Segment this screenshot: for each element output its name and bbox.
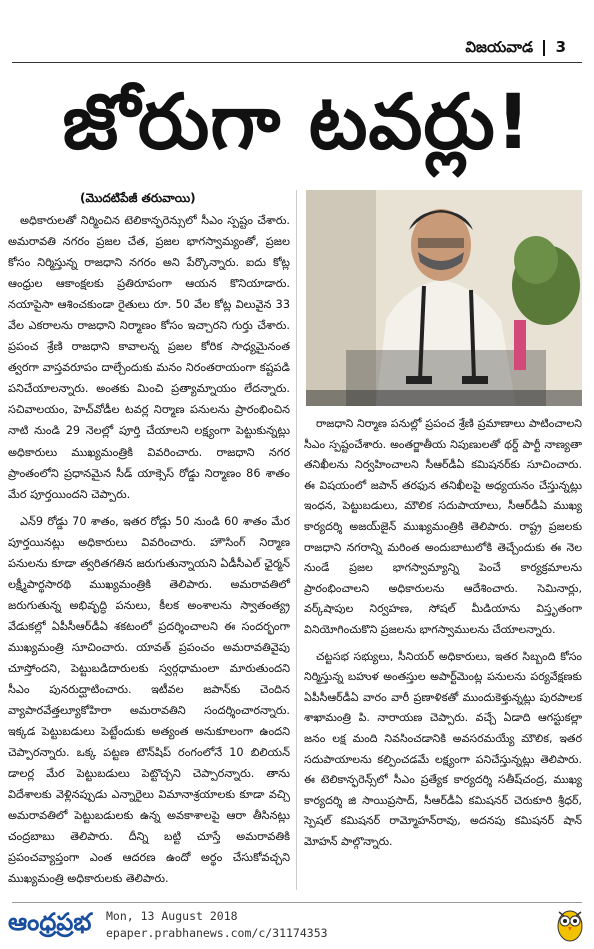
newspaper-logo: ఆంధ్రప్రభ bbox=[8, 908, 92, 936]
right-paragraph-1: రాజధాని నిర్మాణ పనుల్లో ప్రపంచ శ్రేణి ప్రమాణాలు పాటించాలని సీఎం స్పష్టంచేశారు. అంతర్జాతీయ నిపుణులతో థర్డ్‌ పార్టీ నాణ్యతా తనిఖీలను నిర్వహించాలని సీఆర్‌డీఏ కమిషనర్‌కు సూచించారు. ఈ విషయంలో జపాన్‌ తరఫున తనిఖీలపై అధ్యయనం చేస్తున్నట్లు ఇంధన, పెట్టుబడులు, మౌలిక సదుపాయాలు, సీఆర్‌డీఏ ముఖ్య కార్యదర్శి అజయ్‌జైన్‌ ముఖ్యమంత్రికి తెలిపారు. రాష్ట్ర ప్రజలకు రాజధాని నగరాన్ని మరింత అందుబాటులోకి తెచ్చేందుకు ఈ నెల నుండే ప్రజల భాగస్వామ్యాన్ని పెంచే కార్యక్రమాలను ప్రారంభించాలని అధికారులను ఆదేశించారు. సెమినార్లు, వర్క్‌షాపుల నిర్వహణ, సోషల్‌ మీడియాను విస్తృతంగా వినియోగించుకొని ప్రజలను భాగస్వాములను చేయాలన్నారు. bbox=[304, 417, 582, 636]
right-column bbox=[304, 414, 582, 858]
footer-rule bbox=[12, 902, 582, 903]
epaper-url[interactable]: epaper.prabhanews.com/c/31174353 bbox=[106, 926, 328, 940]
chief-minister-photo bbox=[306, 190, 582, 406]
left-paragraph-1: అధికారులతో నిర్మించిన టెలికాన్ఫరెన్సులో సీఎం స్పష్టం చేశారు. అమరావతి నగరం ప్రజల చేత, ప్రజల భాగస్వామ్యంతో, ప్రజల కోసం నిర్మిస్తున్న రాజధాని నగరం అని పేర్కొన్నారు. ఐదు కోట్ల ఆంధ్రుల ఆకాంక్షలకు ప్రతిరూపంగా ఆయన కొనియాడారు. నయాపైసా ఆశించకుండా రైతులు రూ. 50 వేల కోట్ల విలువైన 33 వేల ఎకరాలను రాజధాని నిర్మాణం కోసం ఇచ్చారని గుర్తు చేశారు. ప్రపంచ శ్రేణి రాజధాని కావాలన్న ప్రజల కోరిక సాధ్యమైనంత త్వరగా వాస్తవరూపం దాల్చేందుకు మనం నిరంతరాయంగా కష్టపడి పనిచేయాలన్నారు. అంతకు మించి ప్రత్యామ్నాయం లేదన్నారు. సచివాలయం, హెచ్‌వోడీల టవర్ల నిర్మాణ పనులను ప్రారంభించిన నాటి నుండి 29 నెలల్లో పూర్తి చేయాలని లక్ష్యంగా పెట్టుకున్నట్లు అధికారులు ముఖ్యమంత్రికి వివరించారు. రాజధాని నగర ప్రాంతంలోని ప్రధానమైన సీడ్‌ యాక్సెస్‌ రోడ్డు నిర్మాణం 86 శాతం మేర పూర్తయిందని చెప్పారు. bbox=[8, 214, 290, 501]
header-divider bbox=[543, 40, 545, 56]
edition-date: Mon, 13 August 2018 bbox=[106, 909, 238, 923]
header-rule bbox=[12, 62, 582, 63]
page-header-city bbox=[465, 38, 566, 60]
news-photo bbox=[306, 190, 582, 406]
city-name: విజయవాడ bbox=[465, 38, 534, 56]
continuation-note: (మొదటిపేజీ తరువాయి) bbox=[80, 191, 196, 205]
headline: జోరుగా టవర్లు! bbox=[62, 77, 532, 166]
page-number: 3 bbox=[555, 38, 566, 56]
right-paragraph-2: చట్టసభ సభ్యులు, సీనియర్‌ అధికారులు, ఇతర సిబ్బంది కోసం నిర్మిస్తున్న బహుళ అంతస్తుల అపార్ట్‌మెంట్ల పనులను పర్యవేక్షణకు ఏపీసీఆర్‌డీఏ వారం వారీ ప్రణాళికతో ముందుకెళ్తున్నట్లు పురపాలక శాఖామంత్రి పి. నారాయణ చెప్పారు. వచ్చే ఏడాది ఆగస్టుకల్లా జనం లక్ష మంది నివసించడానికి అవసరమయ్యే మౌలిక, ఇతర సదుపాయాలను కల్పించడమే లక్ష్యంగా పనిచేస్తున్నట్లు తెలిపారు. ఈ టెలికాన్ఫరెన్స్‌లో సీఎం ప్రత్యేక కార్యదర్శి సతీష్‌చంద్ర, ముఖ్య కార్యదర్శి జి సాయిప్రసాద్‌, సీఆర్‌డీఏ కమిషనర్‌ చెరుకూరి శ్రీధర్‌, స్పెషల్‌ కమిషనర్‌ రామ్మోహన్‌రావు, అదనపు కమిషనర్‌ షాన్‌ మోహన్‌ పాల్గొన్నారు. bbox=[304, 649, 582, 848]
owl-icon bbox=[556, 906, 584, 942]
column-divider bbox=[296, 190, 297, 890]
left-paragraph-2: ఎన్‌9 రోడ్డు 70 శాతం, ఇతర రోడ్లు 50 నుండి 60 శాతం మేర పూర్తయినట్లు అధికారులు వివరించారు. హౌసింగ్‌ నిర్మాణ పనులను కూడా త్వరితగతిన జరుగుతున్నాయని ఏడీసీఎల్‌ ఛైర్మన్‌ లక్ష్మీపార్థసారథి ముఖ్యమంత్రికి తెలిపారు. అమరావతిలో జరుగుతున్న అభివృద్ధి పనులు, కీలక అంశాలను స్వాతంత్య్ర వేడుకల్లో ఏపీసీఆర్‌డీఏ శకటంలో ప్రదర్శించాలని ఈ సందర్భంగా ముఖ్యమంత్రి సూచించారు. యావత్‌ ప్రపంచం అమరావతివైపు చూస్తోందని, పెట్టుబడిదారులకు స్వర్గధామంలా మారుతుందని సీఎం పునరుద్ఘాటించారు. ఇటీవల జపాన్‌కు చెందిన వ్యాపారవేత్తల్యూకోహిరా అమరావతిని సందర్శించారన్నారు. ఇక్కడ పెట్టుబడులు పెట్టేందుకు అత్యంత అనుకూలంగా ఉందని చెప్పారన్నారు. ఒక్క పట్టణ టౌన్‌షిప్‌ రంగంలోనే 10 బిలియన్‌ డాలర్ల మేర పెట్టుబడులు పెట్టొచ్చని చెప్పారన్నారు. తాను విదేశాలకు వెళ్లినప్పుడు ఎన్నారైలు విమానాశ్రయాలకు కూడా వచ్చి అమరావతిలో పెట్టుబడులకు ఉన్న అవకాశాలపై ఆరా తీసినట్లు చంద్రబాబు తెలిపారు. దీన్ని బట్టి చూస్తే అమరావతికి ప్రపంచవ్యాప్తంగా ఎంత ఆదరణ ఉందో అర్థం చేసుకోవచ్చని ముఖ్యమంత్రి అధికారులకు తెలిపారు. bbox=[8, 514, 290, 886]
left-column bbox=[8, 210, 290, 896]
